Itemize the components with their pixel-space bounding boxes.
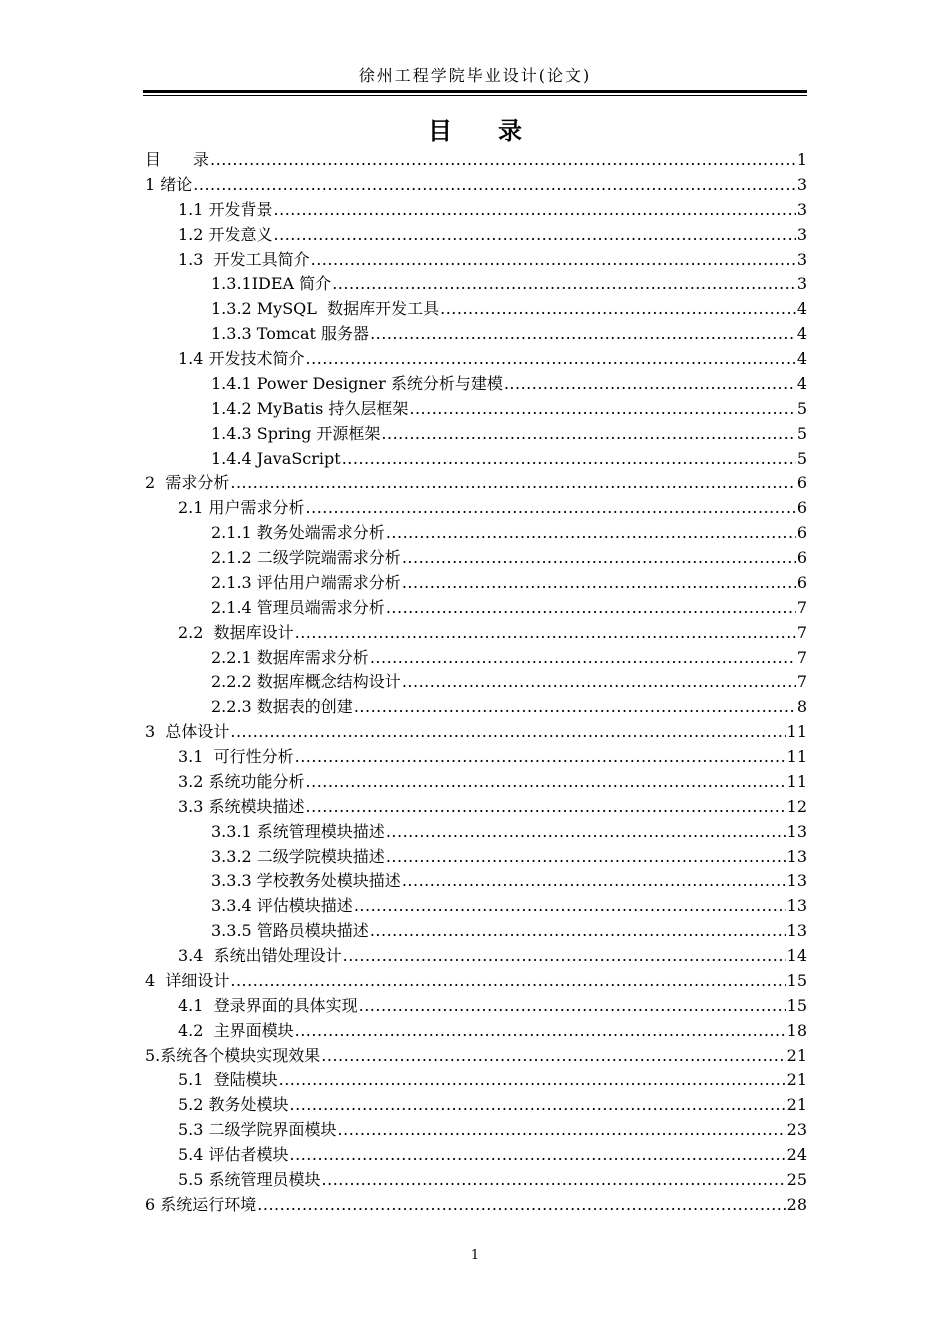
- toc-entry-page: 18: [786, 1020, 807, 1040]
- toc-entry[interactable]: [145, 272, 807, 297]
- toc-dot-leader: [290, 1143, 786, 1167]
- toc-dot-leader: [440, 297, 796, 321]
- toc-entry-page: 24: [786, 1145, 807, 1164]
- toc-dot-leader: [295, 1019, 786, 1043]
- toc-entry-page: 21: [786, 1045, 807, 1065]
- toc-dot-leader: [354, 695, 796, 719]
- toc-entry-page: 28: [786, 1194, 807, 1214]
- toc-dot-leader: [295, 745, 786, 769]
- toc-entry-label: 5.5 系统管理员模块: [178, 1169, 321, 1189]
- toc-entry-page: 13: [786, 821, 807, 841]
- toc-entry-page: 25: [786, 1169, 807, 1189]
- toc-entry[interactable]: [145, 571, 807, 596]
- toc-entry-label: 2 需求分析: [145, 473, 230, 493]
- toc-entry-label: 2.1.2 二级学院端需求分析: [211, 548, 401, 567]
- toc-entry[interactable]: [145, 720, 807, 745]
- toc-entry-page: 23: [786, 1120, 807, 1140]
- toc-entry[interactable]: [145, 447, 807, 472]
- toc-entry-page: 21: [786, 1070, 807, 1090]
- toc-entry[interactable]: [145, 297, 807, 322]
- toc-entry-page: 13: [786, 871, 807, 891]
- toc-entry-page: 3: [796, 224, 807, 244]
- toc-dot-leader: [279, 1068, 786, 1092]
- toc-dot-leader: [370, 919, 786, 943]
- toc-entry-page: 13: [786, 846, 807, 866]
- toc-entry-label: 1 绪论: [145, 174, 193, 194]
- toc-dot-leader: [386, 845, 786, 869]
- toc-entry[interactable]: [145, 869, 807, 894]
- toc-entry-page: 13: [786, 921, 807, 941]
- toc-entry-label: 5.1 登陆模块: [178, 1070, 278, 1090]
- toc-entry[interactable]: [145, 546, 807, 571]
- toc-entry[interactable]: [145, 770, 807, 795]
- toc-entry-label: 1.4.1 Power Designer 系统分析与建模: [211, 373, 503, 393]
- toc-entry[interactable]: [145, 944, 807, 969]
- toc-entry-label: 2.2.1 数据库需求分析: [211, 647, 369, 667]
- toc-dot-leader: [504, 372, 796, 396]
- toc-dot-leader: [322, 1168, 786, 1192]
- toc-dot-leader: [306, 496, 796, 520]
- toc-entry-page: 11: [786, 722, 807, 742]
- toc-entry[interactable]: [145, 223, 807, 248]
- toc-entry-label: 2.1.3 评估用户端需求分析: [211, 572, 401, 592]
- toc-entry[interactable]: [145, 745, 807, 770]
- toc-dot-leader: [402, 670, 796, 694]
- toc-dot-leader: [311, 248, 796, 272]
- toc-dot-leader: [359, 994, 786, 1018]
- toc-dot-leader: [274, 198, 796, 222]
- toc-entry[interactable]: [145, 670, 807, 695]
- toc-entry-page: 5: [796, 423, 807, 443]
- toc-entry[interactable]: [145, 646, 807, 671]
- toc-entry[interactable]: [145, 1168, 807, 1193]
- toc-dot-leader: [354, 894, 786, 918]
- toc-entry-label: 4.2 主界面模块: [178, 1020, 294, 1040]
- toc-dot-leader: [306, 347, 796, 371]
- toc-dot-leader: [386, 820, 786, 844]
- toc-entry[interactable]: [145, 1019, 807, 1044]
- toc-entry-label: 1.4.2 MyBatis 持久层框架: [211, 398, 409, 418]
- toc-entry-label: 3.2 系统功能分析: [178, 771, 305, 791]
- toc-entry-page: 5: [796, 398, 807, 418]
- toc-entry[interactable]: [145, 1143, 807, 1168]
- toc-entry-page: 4: [796, 299, 807, 319]
- toc-entry-page: 14: [786, 946, 807, 965]
- toc-entry[interactable]: [145, 496, 807, 521]
- toc-entry[interactable]: [145, 1093, 807, 1118]
- toc-dot-leader: [193, 173, 796, 197]
- toc-entry-label: 1.2 开发意义: [178, 224, 273, 244]
- toc-title: [0, 116, 950, 146]
- toc-entry-label: 2.1 用户需求分析: [178, 498, 305, 518]
- toc-entry-page: 6: [796, 523, 807, 543]
- toc-dot-leader: [342, 447, 796, 471]
- toc-dot-leader: [402, 546, 796, 570]
- toc-entry[interactable]: [145, 422, 807, 447]
- toc-entry-label: 3.3.5 管路员模块描述: [211, 921, 369, 941]
- toc-entry-label: 2.1.4 管理员端需求分析: [211, 597, 385, 617]
- toc-entry[interactable]: [145, 173, 807, 198]
- toc-entry[interactable]: [145, 198, 807, 223]
- running-header: 徐州工程学院毕业设计(论文): [358, 66, 592, 85]
- toc-entry[interactable]: [145, 695, 807, 720]
- toc-entry[interactable]: [145, 820, 807, 845]
- toc-entry-page: 7: [796, 672, 807, 692]
- toc-entry-label: 6 系统运行环境: [145, 1194, 257, 1214]
- toc-entry-page: 6: [796, 572, 807, 592]
- toc-entry[interactable]: [145, 919, 807, 944]
- toc-entry-label: 2.1.1 教务处端需求分析: [211, 523, 385, 543]
- toc-title-left: 目: [428, 117, 452, 145]
- toc-entry-label: 3.4 系统出错处理设计: [178, 946, 342, 965]
- toc-entry[interactable]: [145, 1044, 807, 1069]
- toc-entry-label: 1.3.2 MySQL 数据库开发工具: [211, 299, 440, 319]
- header-rule-thick: [143, 90, 807, 93]
- toc-entry-page: 5: [796, 448, 807, 468]
- toc-entry-page: 6: [796, 498, 807, 518]
- toc-entry-page: 8: [796, 697, 807, 717]
- toc-entry-label: 5.系统各个模块实现效果: [145, 1045, 321, 1065]
- toc-entry-label: 5.3 二级学院界面模块: [178, 1120, 337, 1140]
- toc-entry[interactable]: [145, 596, 807, 621]
- toc-entry-label: 2.2.3 数据表的创建: [211, 697, 353, 717]
- toc-dot-leader: [386, 521, 796, 545]
- toc-entry-label: 1.4 开发技术简介: [178, 349, 305, 368]
- toc-dot-leader: [321, 1044, 785, 1068]
- toc-entry-label: 1.4.3 Spring 开源框架: [211, 423, 381, 443]
- toc-entry-label: 4.1 登录界面的具体实现: [178, 995, 358, 1015]
- toc-entry-page: 7: [796, 622, 807, 642]
- toc-dot-leader: [257, 1193, 785, 1217]
- toc-entry-label: 1.3 开发工具简介: [178, 249, 310, 269]
- toc-entry-label: 1.3.1IDEA 简介: [211, 274, 332, 294]
- toc-entry-label: 3.3.4 评估模块描述: [211, 896, 353, 916]
- toc-entry-label: 3 总体设计: [145, 722, 230, 742]
- toc-entry-label: 5.4 评估者模块: [178, 1145, 289, 1164]
- toc-entry-label: 4 详细设计: [145, 970, 230, 990]
- toc-entry[interactable]: [145, 1068, 807, 1093]
- toc-dot-leader: [210, 148, 796, 172]
- toc-entry-page: 3: [796, 174, 807, 194]
- toc-entry-page: 13: [786, 896, 807, 916]
- toc-entry-label: 3.3.3 学校教务处模块描述: [211, 871, 401, 891]
- toc-dot-leader: [332, 272, 796, 296]
- toc-entry[interactable]: [145, 397, 807, 422]
- toc-dot-leader: [386, 596, 796, 620]
- toc-entry[interactable]: [145, 894, 807, 919]
- toc-entry[interactable]: [145, 148, 807, 173]
- toc-dot-leader: [274, 223, 796, 247]
- toc-entry[interactable]: [145, 248, 807, 273]
- toc-entry-label: 3.1 可行性分析: [178, 747, 294, 766]
- toc-dot-leader: [230, 969, 785, 993]
- table-of-contents: [145, 148, 807, 1218]
- toc-entry-page: 3: [796, 249, 807, 269]
- page-number: 1: [470, 1248, 480, 1263]
- toc-entry[interactable]: [145, 471, 807, 496]
- toc-entry-page: 7: [796, 647, 807, 667]
- toc-dot-leader: [306, 795, 786, 819]
- toc-entry-page: 4: [796, 349, 807, 368]
- toc-entry-label: 3.3.1 系统管理模块描述: [211, 821, 385, 841]
- toc-title-right: 录: [498, 117, 522, 145]
- toc-dot-leader: [290, 1093, 786, 1117]
- toc-entry-page: 3: [796, 274, 807, 294]
- toc-entry-label: 2.2.2 数据库概念结构设计: [211, 672, 401, 692]
- toc-entry-label: 3.3 系统模块描述: [178, 796, 305, 816]
- toc-entry-page: 7: [796, 597, 807, 617]
- toc-dot-leader: [230, 720, 785, 744]
- toc-entry-label: 目 录: [145, 150, 210, 169]
- toc-entry[interactable]: [145, 621, 807, 646]
- toc-dot-leader: [306, 770, 786, 794]
- toc-dot-leader: [295, 621, 796, 645]
- toc-entry-page: 21: [786, 1095, 807, 1115]
- toc-dot-leader: [370, 322, 796, 346]
- toc-entry[interactable]: [145, 322, 807, 347]
- toc-entry-label: 5.2 教务处模块: [178, 1095, 289, 1115]
- toc-dot-leader: [338, 1118, 786, 1142]
- toc-entry-page: 11: [786, 747, 807, 766]
- header-rule-thin: [143, 95, 807, 96]
- toc-dot-leader: [402, 869, 786, 893]
- toc-entry-page: 6: [796, 548, 807, 567]
- toc-entry-page: 6: [796, 473, 807, 493]
- toc-entry[interactable]: [145, 372, 807, 397]
- toc-entry-label: 1.1 开发背景: [178, 199, 273, 219]
- toc-entry-label: 2.2 数据库设计: [178, 622, 294, 642]
- toc-entry[interactable]: [145, 845, 807, 870]
- toc-entry-label: 1.4.4 JavaScript: [211, 448, 341, 468]
- toc-dot-leader: [370, 646, 796, 670]
- toc-entry-label: 3.3.2 二级学院模块描述: [211, 846, 385, 866]
- toc-entry-page: 15: [786, 995, 807, 1015]
- toc-entry[interactable]: [145, 521, 807, 546]
- toc-entry-label: 1.3.3 Tomcat 服务器: [211, 324, 370, 344]
- toc-dot-leader: [402, 571, 796, 595]
- toc-entry[interactable]: [145, 1193, 807, 1218]
- toc-dot-leader: [409, 397, 795, 421]
- toc-entry[interactable]: [145, 969, 807, 994]
- toc-entry[interactable]: [145, 994, 807, 1019]
- toc-entry-page: 1: [796, 150, 807, 169]
- toc-entry[interactable]: [145, 795, 807, 820]
- toc-entry[interactable]: [145, 347, 807, 372]
- toc-entry-page: 12: [786, 796, 807, 816]
- toc-entry-page: 4: [796, 324, 807, 344]
- toc-entry-page: 11: [786, 771, 807, 791]
- toc-dot-leader: [381, 422, 795, 446]
- toc-dot-leader: [343, 944, 786, 968]
- toc-entry-page: 15: [786, 970, 807, 990]
- toc-dot-leader: [230, 471, 795, 495]
- toc-entry[interactable]: [145, 1118, 807, 1143]
- toc-entry-page: 4: [796, 373, 807, 393]
- toc-entry-page: 3: [796, 199, 807, 219]
